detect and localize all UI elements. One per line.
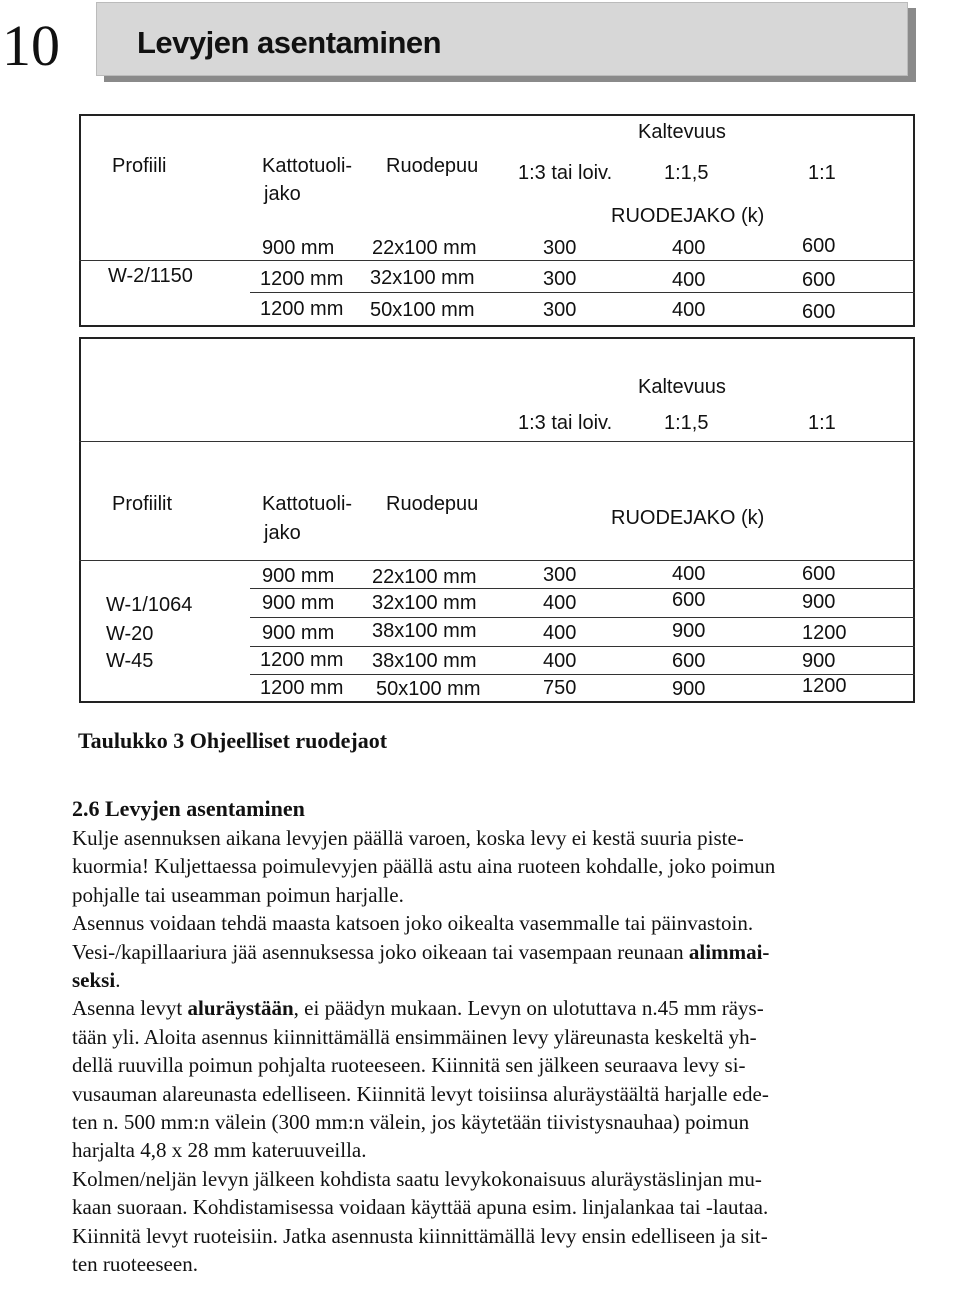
emphasis: seksi (72, 968, 116, 993)
table1-header-rafter-2: jako (264, 183, 301, 205)
table2-cell: 900 (672, 620, 706, 642)
table2-cell: 600 (672, 650, 706, 672)
table2-cell: 1200 mm (260, 677, 344, 699)
table1-header-spacing: RUODEJAKO (k) (611, 205, 765, 227)
text-run: . (115, 968, 121, 993)
table1-cell: 400 (672, 269, 706, 291)
table2-cell: 900 mm (262, 622, 335, 644)
table1-header-slope-3: 1:1 (808, 162, 836, 184)
text-run: Vesi-/kapillaariura jää asennuksessa joko oikeaan tai vasempaan reunaan (72, 939, 689, 964)
table2-profile: W-1/1064 (106, 594, 193, 616)
paragraph-line: ten n. 500 mm:n välein (300 mm:n välein, jos käytetään tiivistysnauhaa) poimun (72, 1110, 750, 1135)
table1-cell: 900 mm (262, 237, 335, 259)
table1-cell: 300 (543, 268, 577, 290)
table2-cell: 600 (802, 563, 836, 585)
paragraph-line: ten ruoteeseen. (72, 1252, 198, 1277)
table2-cell: 900 mm (262, 592, 335, 614)
table2-cell: 900 (802, 650, 836, 672)
table2-header-spacing: RUODEJAKO (k) (611, 507, 765, 529)
table1-cell: 400 (672, 299, 706, 321)
table2-rule (250, 617, 915, 618)
table2-cell: 38x100 mm (372, 620, 477, 642)
paragraph-line: Kiinnitä levyt ruoteisiin. Jatka asennusta kiinnittämällä levy ensin edelliseen ja sit- (72, 1223, 768, 1248)
table1-header-slope-2: 1:1,5 (664, 162, 709, 184)
table2-header-profile: Profiilit (112, 493, 173, 515)
table1-profile: W-2/1150 (108, 265, 193, 287)
table1-cell: 600 (802, 301, 836, 323)
paragraph-line: kaan suoraan. Kohdistamisessa voidaan käyttää apuna esim. linjalankaa tai -lautaa. (72, 1195, 769, 1220)
page-number: 10 (2, 13, 60, 78)
table2-cell: 300 (543, 564, 577, 586)
table1-header-rafter: Kattotuoli- (262, 155, 353, 177)
table1-cell: 600 (802, 269, 836, 291)
paragraph-line (72, 994, 956, 1022)
table2-cell: 1200 (802, 622, 847, 644)
table2-cell: 600 (672, 589, 706, 611)
paragraph-line: pohjalle tai useamman poimun harjalle. (72, 882, 404, 907)
table2-header-rafter-2: jako (264, 522, 301, 544)
table2-cell: 750 (543, 677, 577, 699)
table2-cell: 400 (543, 592, 577, 614)
table2-header-batten: Ruodepuu (386, 493, 479, 515)
table2-header-slope: Kaltevuus (638, 376, 726, 398)
section-heading: 2.6 Levyjen asentaminen (72, 796, 305, 821)
table1-rule (250, 292, 915, 293)
table2-header-slope-2: 1:1,5 (664, 412, 709, 434)
table2-cell: 400 (672, 563, 706, 585)
table1-rule (79, 260, 915, 261)
paragraph-line (72, 966, 956, 994)
table1-cell: 50x100 mm (370, 299, 475, 321)
table2-cell: 32x100 mm (372, 592, 477, 614)
table2-rule (79, 441, 915, 442)
table1-cell: 600 (802, 235, 836, 257)
table1-header-profile: Profiili (112, 155, 167, 177)
chapter-title-box (96, 2, 908, 76)
text-run: , ei päädyn mukaan. Levyn on ulotuttava n.45 mm räys- (293, 996, 764, 1021)
paragraph-line: tään yli. Aloita asennus kiinnittämällä ensimmäinen levy yläreunasta keskeltä yh- (72, 1024, 757, 1049)
table1-header-slope: Kaltevuus (638, 121, 726, 143)
table1-header-batten: Ruodepuu (386, 155, 479, 177)
table2-cell: 1200 (802, 675, 847, 697)
table1-cell: 1200 mm (260, 268, 344, 290)
paragraph-line: Asennus voidaan tehdä maasta katsoen joko oikealta vasemmalle tai päinvastoin. (72, 911, 754, 936)
table2-cell: 50x100 mm (376, 678, 481, 700)
section-body (72, 824, 956, 1279)
table-w1-w20-w45 (79, 337, 915, 703)
table1-cell: 300 (543, 237, 577, 259)
table2-cell: 400 (543, 650, 577, 672)
text-run: Asenna levyt (72, 996, 188, 1021)
table2-profile: W-20 (106, 623, 154, 645)
table-w2-1150 (79, 114, 915, 327)
table1-cell: 22x100 mm (372, 237, 477, 259)
chapter-title: Levyjen asentaminen (137, 25, 442, 60)
paragraph-line: Kulje asennuksen aikana levyjen päällä varoen, koska levy ei kestä suuria piste- (72, 826, 744, 850)
table2-cell: 22x100 mm (372, 566, 477, 588)
table2-profile: W-45 (106, 650, 154, 672)
table2-header-rafter: Kattotuoli- (262, 493, 353, 515)
table1-cell: 300 (543, 299, 577, 321)
table2-header-slope-1: 1:3 tai loiv. (518, 412, 613, 434)
table2-rule (250, 646, 915, 647)
table1-cell: 1200 mm (260, 298, 344, 320)
paragraph-line (72, 938, 956, 966)
table1-cell: 32x100 mm (370, 267, 475, 289)
table2-cell: 900 (802, 591, 836, 613)
table2-cell: 1200 mm (260, 649, 344, 671)
paragraph-line: kuormia! Kuljettaessa poimulevyjen päällä astu aina ruoteen kohdalle, joko poimun (72, 854, 776, 879)
paragraph-line: Kolmen/neljän levyn jälkeen kohdista saatu levykokonaisuus aluräystäslinjan mu- (72, 1166, 762, 1191)
paragraph-line: dellä ruuvilla poimun pohjalta ruoteeseen. Kiinnitä sen jälkeen seuraava levy si- (72, 1053, 746, 1078)
table2-header-slope-3: 1:1 (808, 412, 836, 434)
table2-cell: 900 (672, 678, 706, 700)
table1-header-slope-1: 1:3 tai loiv. (518, 162, 613, 184)
emphasis: alimmai- (688, 939, 770, 964)
paragraph-line: vusauman alareunasta edelliseen. Kiinnitä levyt toisiinsa aluräystäältä harjalle ede- (72, 1081, 769, 1106)
table2-rule (79, 560, 915, 561)
table-caption: Taulukko 3 Ohjeelliset ruodejaot (78, 728, 388, 753)
paragraph-line: harjalta 4,8 x 28 mm kateruuveilla. (72, 1138, 367, 1163)
table1-cell: 400 (672, 237, 706, 259)
table2-cell: 400 (543, 622, 577, 644)
table2-cell: 38x100 mm (372, 650, 477, 672)
table2-cell: 900 mm (262, 565, 335, 587)
table2-rule (250, 588, 915, 589)
emphasis: aluräystään (187, 996, 294, 1021)
